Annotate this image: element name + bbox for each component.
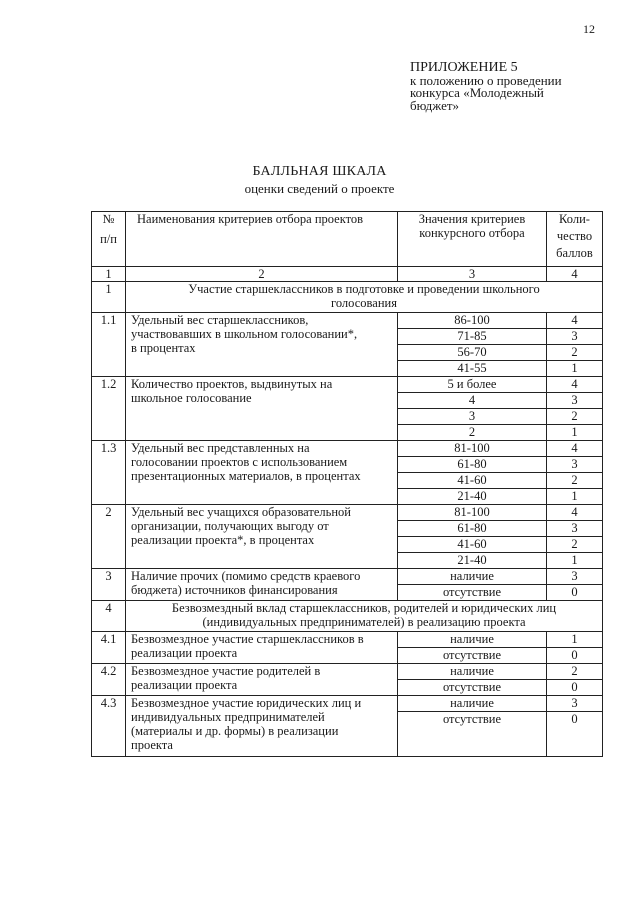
criterion-number: 1.3: [92, 441, 126, 505]
criterion-points: 0: [547, 712, 603, 757]
criterion-value: 5 и более: [398, 377, 547, 393]
criterion-points: 1: [547, 632, 603, 648]
criterion-name: [126, 632, 398, 664]
criterion-line: Удельный вес учащихся образовательной: [131, 505, 351, 519]
table-row: [92, 632, 603, 648]
criterion-name: [126, 313, 398, 377]
criterion-value: 2: [398, 425, 547, 441]
criterion-line: бюджета) источников финансирования: [131, 583, 338, 597]
criterion-value: 41-55: [398, 361, 547, 377]
criterion-points: 3: [547, 457, 603, 473]
table-body: [92, 282, 603, 757]
criterion-line: в процентах: [131, 341, 196, 355]
criterion-value: отсутствие: [398, 680, 547, 696]
criterion-value: 71-85: [398, 329, 547, 345]
criterion-line: индивидуальных предпринимателей: [131, 710, 325, 724]
criterion-value: 21-40: [398, 553, 547, 569]
criterion-line: проекта: [131, 738, 173, 752]
criterion-number: 4.2: [92, 664, 126, 696]
table-row: [92, 505, 603, 521]
criterion-points: 4: [547, 377, 603, 393]
criterion-value: 21-40: [398, 489, 547, 505]
document-heading: [0, 164, 639, 197]
column-number: 2: [126, 267, 398, 282]
criterion-points: 1: [547, 361, 603, 377]
criterion-value: 81-100: [398, 505, 547, 521]
criterion-value: отсутствие: [398, 648, 547, 664]
section-title: [126, 282, 603, 313]
criterion-number: 4.1: [92, 632, 126, 664]
criterion-number: 2: [92, 505, 126, 569]
header-criteria: Наименования критериев отбора проектов: [126, 212, 398, 267]
criterion-points: 2: [547, 537, 603, 553]
header-values: Значения критериев конкурсного отбора: [398, 212, 547, 267]
criterion-name: [126, 664, 398, 696]
document-subtitle: оценки сведений о проекте: [244, 181, 395, 196]
criterion-name: [126, 569, 398, 601]
criterion-points: 4: [547, 441, 603, 457]
section-title-line: (индивидуальных предпринимателей) в реализацию проекта: [202, 615, 526, 629]
page-number: 12: [583, 22, 595, 36]
criterion-points: 2: [547, 345, 603, 361]
criterion-points: 0: [547, 680, 603, 696]
section-title-line: голосования: [331, 296, 397, 310]
criterion-value: 61-80: [398, 457, 547, 473]
criterion-points: 1: [547, 553, 603, 569]
section-number: 1: [92, 282, 126, 313]
criterion-number: 1.2: [92, 377, 126, 441]
criterion-value: 56-70: [398, 345, 547, 361]
criterion-name: [126, 441, 398, 505]
criterion-number: 4.3: [92, 696, 126, 757]
appendix-line: конкурса «Молодежный: [410, 85, 544, 100]
table-header-row: [92, 212, 603, 267]
criterion-line: Наличие прочих (помимо средств краевого: [131, 569, 361, 583]
appendix-line: бюджет»: [410, 97, 460, 113]
table-row: [92, 313, 603, 329]
appendix-block: [410, 62, 562, 112]
criterion-points: 0: [547, 585, 603, 601]
criterion-line: реализации проекта: [131, 678, 238, 692]
criterion-line: Безвозмездное участие старшеклассников в: [131, 632, 364, 646]
column-number: 3: [398, 267, 547, 282]
criterion-line: Удельный вес старшеклассников,: [131, 313, 309, 327]
score-table: [91, 211, 603, 757]
criterion-points: 4: [547, 505, 603, 521]
document-title: БАЛЛЬНАЯ ШКАЛА: [252, 164, 387, 179]
criterion-line: организации, получающих выгоду от: [131, 519, 329, 533]
table-row: [92, 441, 603, 457]
criterion-points: 0: [547, 648, 603, 664]
criterion-points: 3: [547, 521, 603, 537]
criterion-value: 41-60: [398, 537, 547, 553]
criterion-line: Безвозмездное участие родителей в: [131, 664, 321, 678]
criterion-points: 2: [547, 664, 603, 680]
criterion-name: [126, 377, 398, 441]
section-title: [126, 601, 603, 632]
criterion-value: 3: [398, 409, 547, 425]
criterion-value: наличие: [398, 569, 547, 585]
criterion-line: реализации проекта*, в процентах: [131, 533, 315, 547]
criterion-value: 81-100: [398, 441, 547, 457]
criterion-name: [126, 696, 398, 757]
criterion-value: 86-100: [398, 313, 547, 329]
criterion-name: [126, 505, 398, 569]
criterion-line: Количество проектов, выдвинутых на: [131, 377, 333, 391]
header-number: № п/п: [92, 212, 126, 267]
criterion-value: 4: [398, 393, 547, 409]
criterion-points: 2: [547, 473, 603, 489]
criterion-value: наличие: [398, 664, 547, 680]
criterion-points: 3: [547, 569, 603, 585]
table-row: [92, 696, 603, 712]
criterion-points: 2: [547, 409, 603, 425]
table-row: [92, 377, 603, 393]
section-row: [92, 282, 603, 313]
appendix-title: ПРИЛОЖЕНИЕ 5: [410, 60, 518, 75]
criterion-points: 1: [547, 425, 603, 441]
section-title-line: Безвозмездный вклад старшеклассников, родителей и юридических лиц: [171, 601, 557, 615]
criterion-number: 3: [92, 569, 126, 601]
criterion-line: Удельный вес представленных на: [131, 441, 310, 455]
criterion-value: наличие: [398, 696, 547, 712]
criterion-points: 3: [547, 696, 603, 712]
criterion-points: 4: [547, 313, 603, 329]
criterion-number: 1.1: [92, 313, 126, 377]
criterion-line: Безвозмездное участие юридических лиц и: [131, 696, 362, 710]
criterion-points: 3: [547, 329, 603, 345]
section-number: 4: [92, 601, 126, 632]
table-row: [92, 664, 603, 680]
header-points: Коли- чество баллов: [547, 212, 603, 267]
criterion-value: отсутствие: [398, 585, 547, 601]
column-number-row: [92, 267, 603, 282]
criterion-value: 41-60: [398, 473, 547, 489]
criterion-line: презентационных материалов, в процентах: [131, 469, 361, 483]
criterion-line: голосовании проектов с использованием: [131, 455, 348, 469]
criterion-value: наличие: [398, 632, 547, 648]
criterion-points: 1: [547, 489, 603, 505]
section-title-line: Участие старшеклассников в подготовке и проведении школьного: [188, 282, 540, 296]
criterion-line: реализации проекта: [131, 646, 238, 660]
criterion-line: участвовавших в школьном голосовании*,: [131, 327, 358, 341]
criterion-line: (материалы и др. формы) в реализации: [131, 724, 339, 738]
criterion-value: отсутствие: [398, 712, 547, 757]
column-number: 1: [92, 267, 126, 282]
criterion-line: школьное голосование: [131, 391, 252, 405]
criterion-value: 61-80: [398, 521, 547, 537]
section-row: [92, 601, 603, 632]
appendix-line: к положению о проведении: [410, 72, 562, 88]
column-number: 4: [547, 267, 603, 282]
criterion-points: 3: [547, 393, 603, 409]
table-row: [92, 569, 603, 585]
